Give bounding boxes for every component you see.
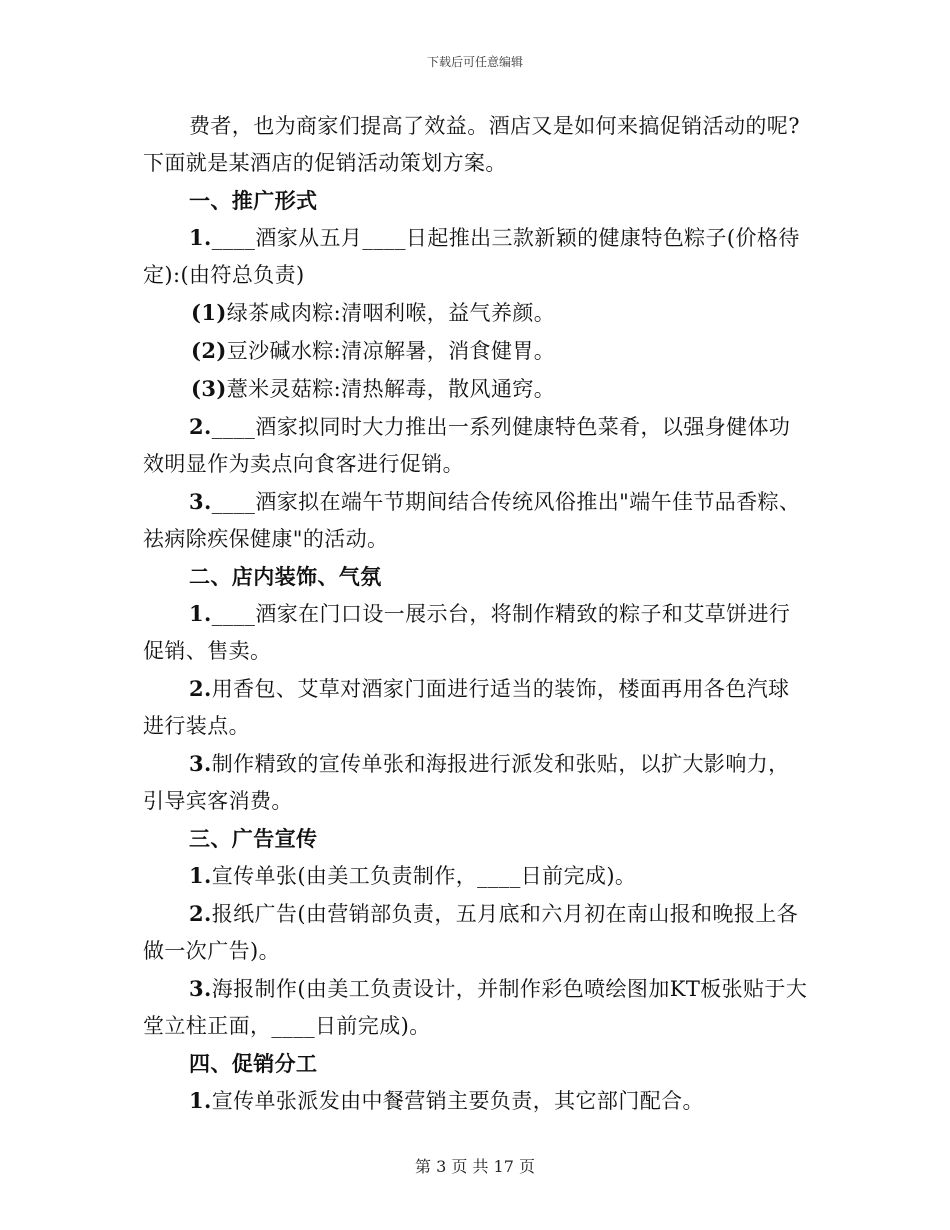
item-text: 绿茶咸肉粽:清咽利喉，益气养颜。 <box>226 301 556 325</box>
item-text: ____酒家拟同时大力推出一系列健康特色菜肴，以强身健体功效明显作为卖点向食客进行促销。 <box>143 415 791 476</box>
item-number: (3) <box>191 376 227 401</box>
item-text: 用香包、艾草对酒家门面进行适当的装饰，楼面再用各色汽球进行装点。 <box>143 677 790 738</box>
list-item <box>143 219 810 294</box>
list-item <box>143 332 810 370</box>
item-number: (1) <box>191 300 227 325</box>
list-item <box>143 745 810 820</box>
section-heading-advertising: 三、广告宣传 <box>189 826 318 851</box>
item-text: 报纸广告(由营销部负责，五月底和六月初在南山报和晚报上各做一次广告)。 <box>143 902 799 963</box>
item-number: 2. <box>189 414 212 439</box>
item-number: 3. <box>189 751 212 776</box>
list-item <box>143 1082 810 1120</box>
item-number: 3. <box>189 976 212 1001</box>
item-text: ____酒家在门口设一展示台，将制作精致的粽子和艾草饼进行促销、售卖。 <box>143 602 791 663</box>
list-item <box>143 483 810 558</box>
list-item <box>143 595 810 670</box>
item-number: (2) <box>191 338 227 363</box>
list-item <box>143 895 810 970</box>
list-item <box>143 670 810 745</box>
item-number: 2. <box>189 901 212 926</box>
item-number: 3. <box>189 489 212 514</box>
item-text: 宣传单张(由美工负责制作，____日前完成)。 <box>211 864 637 888</box>
section-heading-promotion-form: 一、推广形式 <box>189 188 318 213</box>
item-number: 1. <box>189 863 212 888</box>
section-heading-division-of-labor: 四、促销分工 <box>189 1051 318 1076</box>
item-text: ____酒家从五月____日起推出三款新颖的健康特色粽子(价格待定):(由符总负责) <box>143 226 800 287</box>
section-heading-decoration: 二、店内装饰、气氛 <box>189 564 382 589</box>
list-item <box>143 857 810 895</box>
item-text: 海报制作(由美工负责设计，并制作彩色喷绘图加KT板张贴于大堂立柱正面，____日前完成)。 <box>143 977 808 1038</box>
item-number: 1. <box>189 1088 212 1113</box>
item-text: ____酒家拟在端午节期间结合传统风俗推出"端午佳节品香粽、祛病除疾保健康"的活动。 <box>143 490 801 551</box>
item-text: 制作精致的宣传单张和海报进行派发和张贴，以扩大影响力，引导宾客消费。 <box>143 752 790 813</box>
document-body <box>143 108 810 1120</box>
item-number: 1. <box>189 225 212 250</box>
list-item <box>143 370 810 408</box>
list-item <box>143 294 810 332</box>
page-header-note: 下载后可任意编辑 <box>426 55 523 69</box>
intro-paragraph: 费者，也为商家们提高了效益。酒店又是如何来搞促销活动的呢?下面就是某酒店的促销活动策划方案。 <box>143 114 800 175</box>
page-footer: 第 3 页 共 17 页 <box>415 1157 535 1176</box>
item-number: 1. <box>189 601 212 626</box>
list-item <box>143 970 810 1045</box>
list-item <box>143 408 810 483</box>
item-text: 薏米灵菇粽:清热解毒，散风通窍。 <box>226 377 556 401</box>
item-text: 豆沙碱水粽:清凉解暑，消食健胃。 <box>226 339 556 363</box>
item-number: 2. <box>189 676 212 701</box>
item-text: 宣传单张派发由中餐营销主要负责，其它部门配合。 <box>211 1089 704 1113</box>
